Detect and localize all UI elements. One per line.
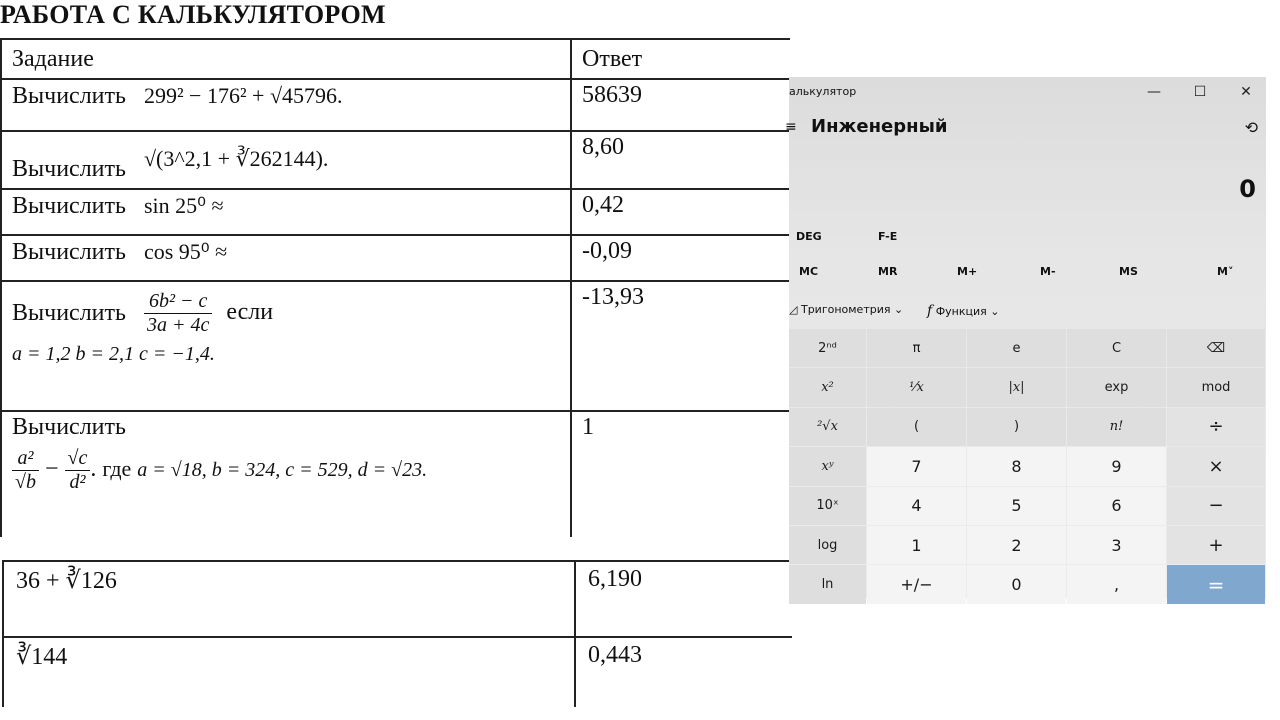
memory-row: [789, 265, 1266, 285]
fraction: [12, 447, 39, 494]
history-icon[interactable]: ⟲: [1244, 118, 1258, 137]
task-label: Вычислить: [12, 192, 126, 219]
digit-2-key[interactable]: 2: [967, 526, 1066, 564]
table-row: [3, 561, 792, 637]
variable-values: a = √18, b = 324, c = 529, d = √23.: [137, 459, 428, 482]
trigonometry-dropdown[interactable]: [789, 303, 903, 316]
digit-5-key[interactable]: 5: [967, 487, 1066, 525]
table-row: [3, 637, 792, 707]
mode-title: Инженерный: [811, 116, 948, 137]
task-expression: 36 + ∛126: [3, 561, 575, 637]
second-key[interactable]: 2ⁿᵈ: [789, 329, 866, 367]
decimal-key[interactable]: ,: [1067, 565, 1166, 603]
answer-cell: 1: [571, 411, 790, 537]
ln-key[interactable]: ln: [789, 565, 866, 603]
task-label: Вычислить: [12, 300, 126, 326]
mod-key[interactable]: mod: [1167, 368, 1265, 406]
task-expression: sin 25⁰ ≈: [143, 193, 224, 219]
plus-key[interactable]: +: [1167, 526, 1265, 564]
fraction-denominator: 3a + 4c: [146, 314, 210, 336]
task-expression: cos 95⁰ ≈: [143, 239, 228, 265]
close-paren-key[interactable]: ): [967, 408, 1066, 446]
function-icon: f: [927, 303, 933, 319]
log-key[interactable]: log: [789, 526, 866, 564]
open-paren-key[interactable]: (: [867, 408, 966, 446]
digit-9-key[interactable]: 9: [1067, 447, 1166, 485]
memory-subtract-button[interactable]: M-: [1040, 265, 1056, 278]
answer-cell: 6,190: [575, 561, 792, 637]
answer-cell: 58639: [571, 79, 790, 131]
keypad: [789, 329, 1265, 604]
memory-list-button[interactable]: M˅: [1217, 265, 1234, 278]
minus-key[interactable]: −: [1167, 487, 1265, 525]
variable-values: a = 1,2 b = 2,1 c = −1,4.: [12, 343, 215, 365]
ten-power-key[interactable]: 10ˣ: [789, 487, 866, 525]
document-title: РАБОТА С КАЛЬКУЛЯТОРОМ: [0, 0, 386, 29]
task-label: Вычислить: [12, 156, 126, 182]
minimize-button[interactable]: —: [1147, 84, 1161, 100]
memory-add-button[interactable]: M+: [957, 265, 978, 278]
angle-settings-row: [789, 230, 1266, 250]
chevron-down-icon: ⌄: [990, 305, 1000, 318]
pi-key[interactable]: π: [867, 329, 966, 367]
fe-button[interactable]: F-E: [878, 230, 898, 243]
header-answer: Ответ: [571, 39, 790, 79]
fraction: [65, 447, 91, 494]
digit-1-key[interactable]: 1: [867, 526, 966, 564]
answer-cell: -13,93: [571, 281, 790, 411]
function-dropdowns-row: [789, 300, 1266, 324]
divide-key[interactable]: ÷: [1167, 408, 1265, 446]
task-table: [0, 38, 790, 537]
header-task: Задание: [1, 39, 571, 79]
table-row: [1, 131, 790, 189]
condition-word: если: [226, 299, 274, 326]
hamburger-menu-icon[interactable]: ≡: [785, 119, 797, 135]
triangle-icon: ◿: [789, 303, 798, 316]
result-display: 0: [1239, 175, 1256, 203]
task-label: Вычислить: [12, 238, 126, 265]
answer-cell: 0,443: [575, 637, 792, 707]
digit-8-key[interactable]: 8: [967, 447, 1066, 485]
task-table-2: [2, 560, 792, 707]
table-row: Вычислить $\frac{\text{a²}}{√b}$ − $\frac{√c}{\text{d²}}$ . где a = √18, b = 324, c = 529, d = √23. 1: [1, 411, 790, 537]
task-label: Вычислить: [12, 414, 126, 440]
task-expression: √(3^2,1 + ∛262144).: [143, 145, 329, 171]
table-header-row: [1, 39, 790, 79]
close-button[interactable]: ✕: [1240, 84, 1252, 100]
fraction-numerator: 6b² − c: [144, 290, 212, 314]
mode-header: [785, 113, 1266, 143]
fraction-denominator: d²: [69, 471, 86, 493]
table-row: [1, 79, 790, 131]
clear-key[interactable]: C: [1067, 329, 1166, 367]
e-key[interactable]: e: [967, 329, 1066, 367]
title-bar[interactable]: [789, 77, 1266, 107]
multiply-key[interactable]: ×: [1167, 447, 1265, 485]
backspace-key[interactable]: ⌫: [1167, 329, 1265, 367]
digit-7-key[interactable]: 7: [867, 447, 966, 485]
table-row: [1, 189, 790, 235]
trigonometry-label: Тригонометрия: [800, 303, 891, 316]
fraction-numerator: √c: [65, 447, 91, 471]
square-key[interactable]: x²: [789, 368, 866, 406]
memory-store-button[interactable]: MS: [1119, 265, 1138, 278]
answer-cell: -0,09: [571, 235, 790, 281]
function-dropdown[interactable]: [927, 303, 999, 319]
fraction: [144, 290, 212, 337]
condition-word: где: [102, 456, 132, 482]
memory-recall-button[interactable]: MR: [878, 265, 898, 278]
negate-key[interactable]: +/−: [867, 565, 966, 603]
equals-key[interactable]: =: [1167, 565, 1265, 603]
task-label: Вычислить: [12, 82, 126, 109]
task-expression: ∛144: [3, 637, 575, 707]
task-expression: 299² − 176² + √45796.: [143, 83, 343, 109]
fraction-denominator: √b: [15, 471, 36, 493]
digit-3-key[interactable]: 3: [1067, 526, 1166, 564]
reciprocal-key[interactable]: ¹⁄x: [867, 368, 966, 406]
chevron-down-icon: ⌄: [893, 303, 904, 316]
answer-cell: 8,60: [571, 131, 790, 189]
factorial-key[interactable]: n!: [1067, 408, 1166, 446]
maximize-button[interactable]: ☐: [1193, 84, 1207, 100]
function-label: Функция: [935, 305, 987, 318]
fraction-numerator: a²: [12, 447, 39, 471]
memory-clear-button[interactable]: MC: [799, 265, 819, 278]
answer-cell: 0,42: [571, 189, 790, 235]
power-key[interactable]: xʸ: [789, 447, 866, 485]
abs-key[interactable]: |x|: [967, 368, 1066, 406]
digit-6-key[interactable]: 6: [1067, 487, 1166, 525]
digit-4-key[interactable]: 4: [867, 487, 966, 525]
angle-unit-button[interactable]: DEG: [796, 230, 822, 243]
digit-0-key[interactable]: 0: [967, 565, 1066, 603]
table-row: [1, 235, 790, 281]
table-row: [1, 281, 790, 411]
calculator-window: [785, 77, 1266, 599]
exp-key[interactable]: exp: [1067, 368, 1166, 406]
window-title: алькулятор: [789, 85, 857, 98]
sqrt-key[interactable]: ²√x: [789, 408, 866, 446]
